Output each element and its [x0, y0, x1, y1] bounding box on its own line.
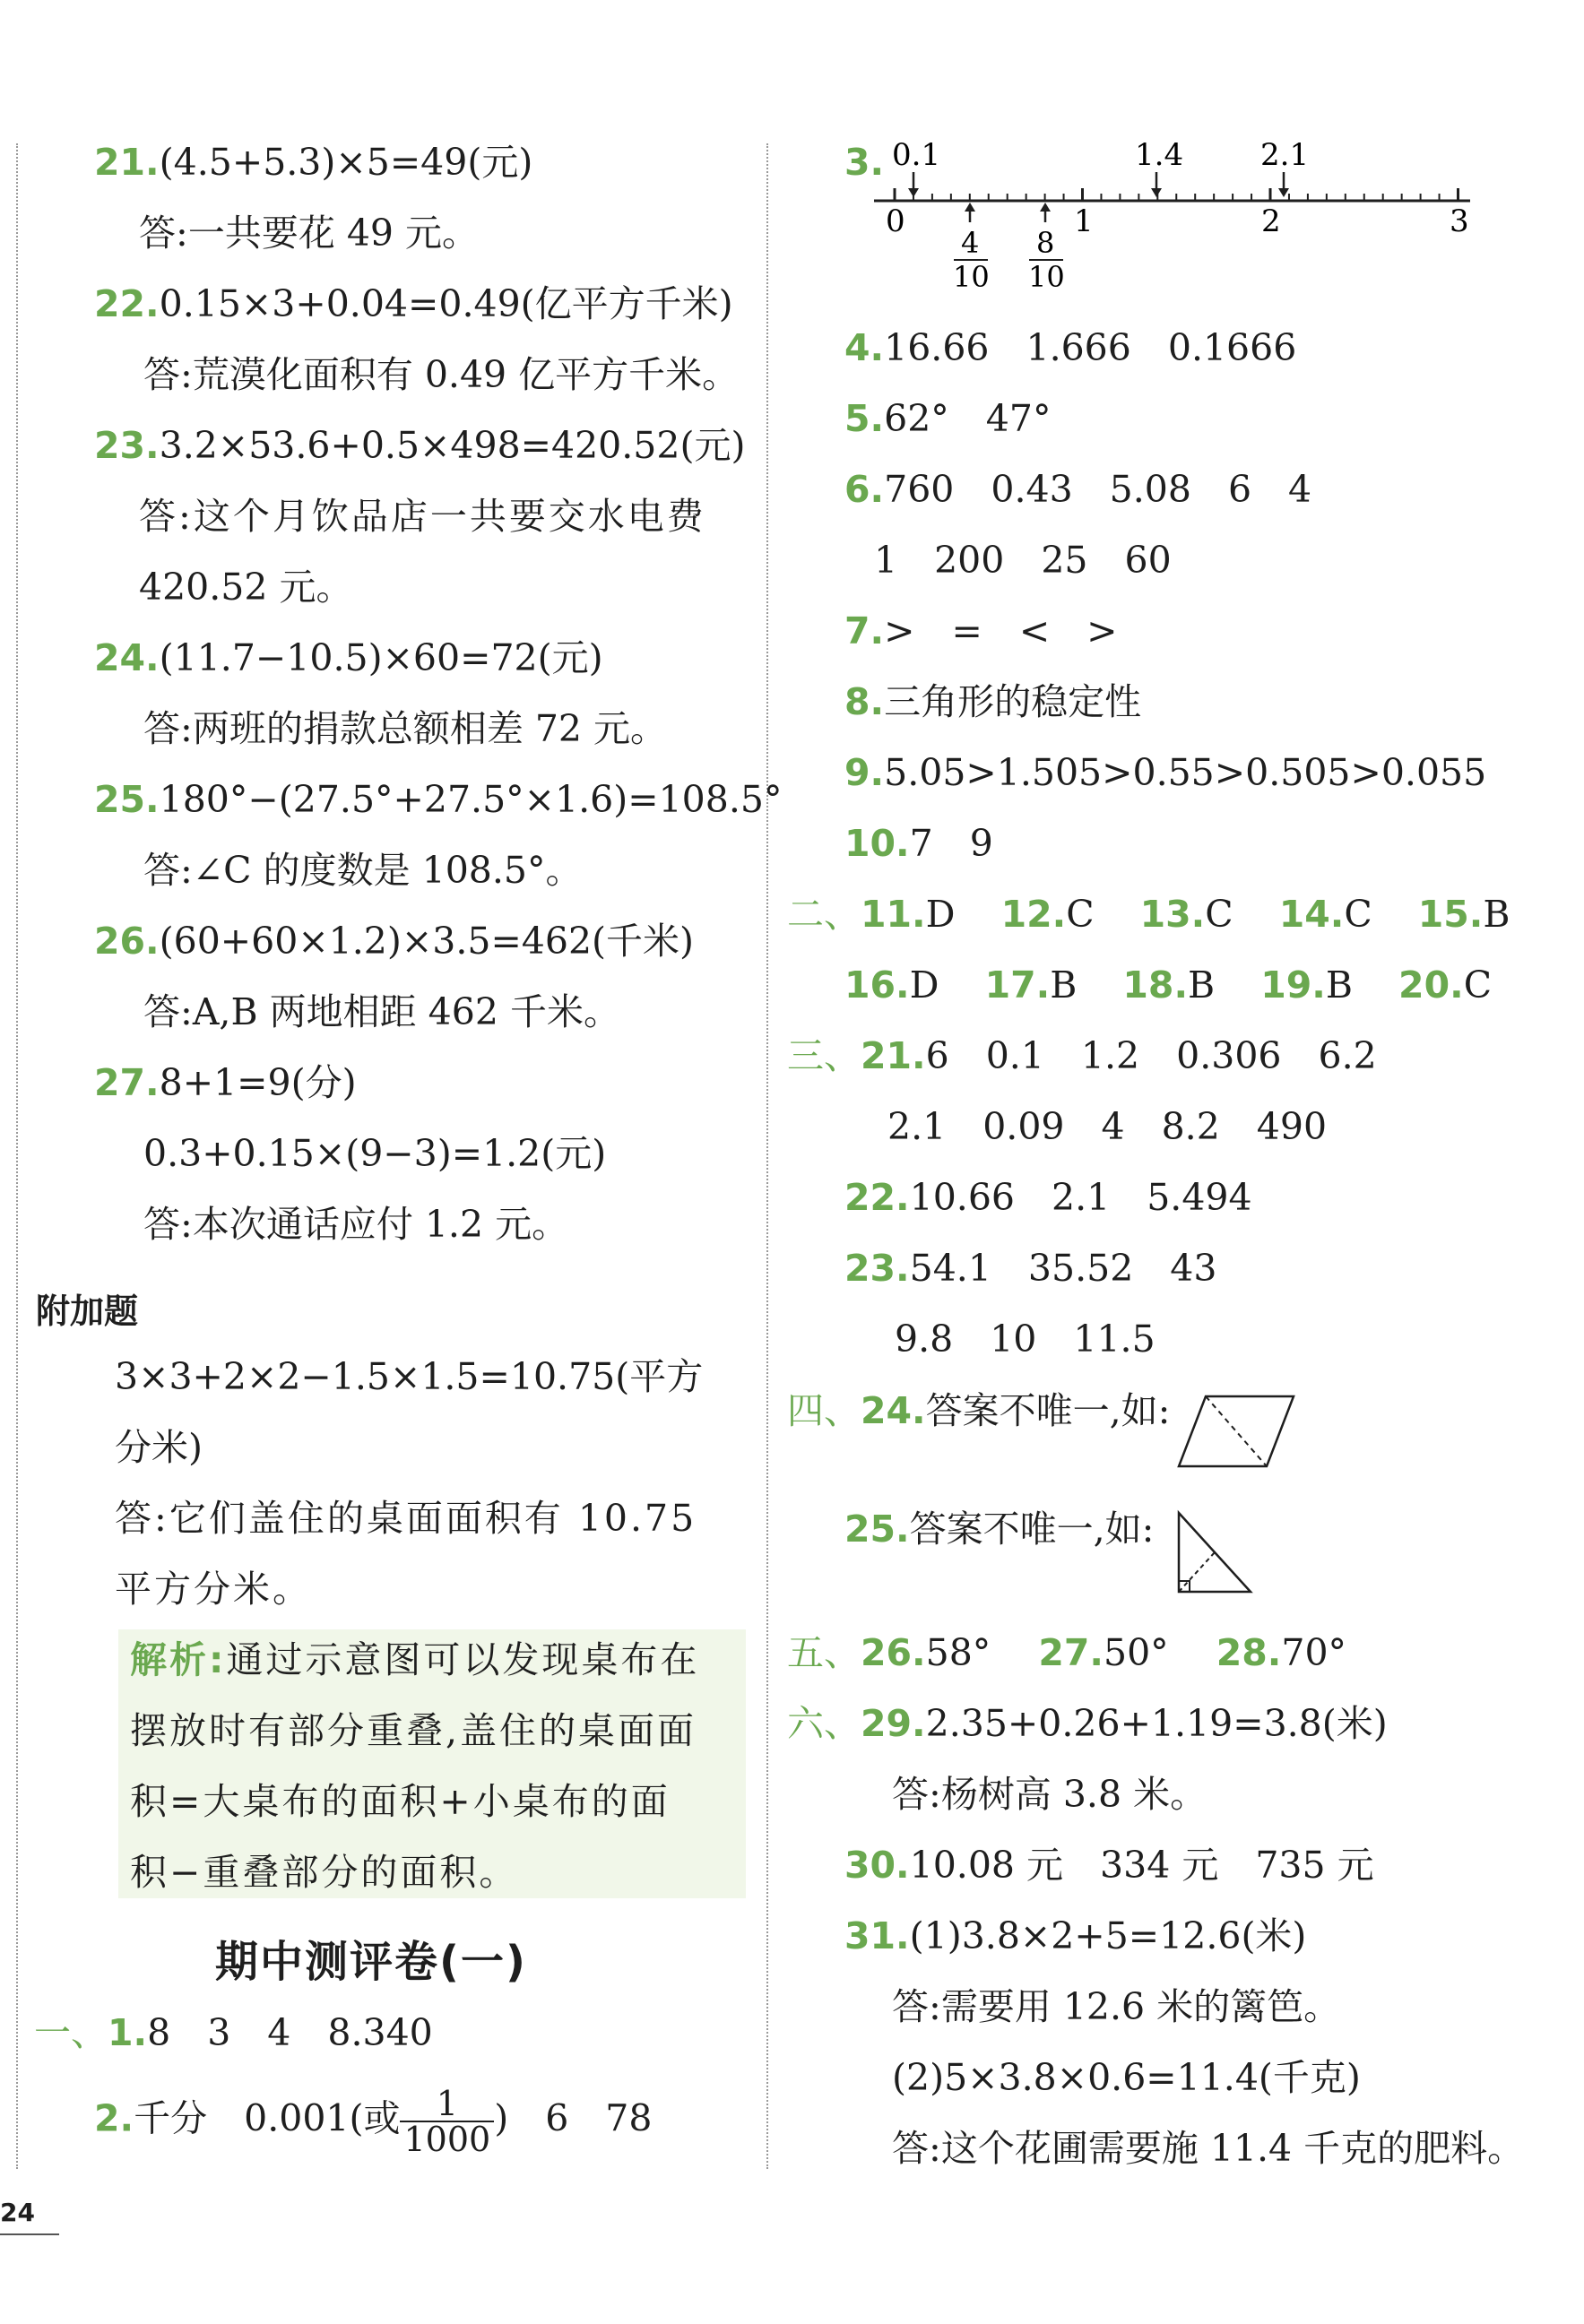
above-label-1-4: 1.4	[1135, 137, 1184, 173]
above-label-0-1: 0.1	[892, 137, 941, 173]
answer-24-reply: 答:两班的捐款总额相差 72 元。	[143, 707, 668, 750]
calc-23: 23.54.1 35.52 43	[844, 1247, 1217, 1290]
choice-row-1: 二、11.D 12.C 13.C 14.C 15.B	[787, 893, 1510, 936]
extra-line-4: 平方分米。	[115, 1568, 312, 1611]
answer-22: 22.0.15×3+0.04=0.49(亿平方千米)	[94, 282, 733, 325]
number-line-ticks	[895, 188, 1458, 201]
frac-4-10-num: 4	[961, 226, 980, 260]
answer-27-step: 0.3+0.15×(9−3)=1.2(元)	[143, 1132, 607, 1175]
triangle-dashed-height	[1179, 1552, 1215, 1592]
arrowhead-0-1	[908, 188, 919, 197]
answer-26-reply: 答:A,B 两地相距 462 千米。	[143, 990, 620, 1033]
analysis-line-3: 积=大桌布的面积+小桌布的面	[130, 1780, 671, 1823]
midterm-q2: 2.千分 0.001(或 $\frac{1}{1000}$ ) 6 78	[94, 2084, 653, 2159]
extra-line-1: 3×3+2×2−1.5×1.5=10.75(平方	[115, 1355, 704, 1398]
parallelogram-shape	[1179, 1396, 1294, 1466]
answer-7: 7.> = < >	[844, 609, 1118, 652]
analysis-line-4: 积−重叠部分的面积。	[130, 1851, 519, 1894]
app-31-part-2: (2)5×3.8×0.6=11.4(千克)	[892, 2056, 1361, 2099]
answer-25-reply: 答:∠C 的度数是 108.5°。	[143, 849, 583, 892]
arrowhead-4-10	[965, 203, 975, 212]
main-label-0: 0	[886, 203, 905, 239]
analysis-line-1: 解析:通过示意图可以发现桌布在	[130, 1638, 700, 1681]
arrowhead-1-4	[1151, 188, 1162, 197]
number-line	[861, 134, 1488, 300]
app-31-reply-2: 答:这个花圃需要施 11.4 千克的肥料。	[892, 2127, 1525, 2170]
arrowhead-8-10	[1040, 203, 1051, 212]
frac-8-10-num: 8	[1036, 226, 1055, 260]
answer-10: 10.7 9	[844, 822, 993, 865]
answer-23-reply-cont: 420.52 元。	[139, 566, 353, 609]
column-divider	[766, 143, 768, 2169]
extra-line-2: 分米)	[115, 1426, 203, 1469]
app-29-reply: 答:杨树高 3.8 米。	[892, 1773, 1207, 1816]
calc-22: 22.10.66 2.1 5.494	[844, 1176, 1252, 1219]
answer-3-label: 3.	[844, 141, 885, 184]
answer-8: 8.三角形的稳定性	[844, 680, 1142, 723]
answer-6: 6.760 0.43 5.08 6 4	[844, 468, 1312, 511]
answer-27-reply: 答:本次通话应付 1.2 元。	[143, 1203, 569, 1246]
answer-23-reply: 答:这个月饮品店一共要交水电费	[139, 495, 706, 538]
fraction-1-1000: $\frac{1}{1000}$	[400, 2086, 494, 2156]
answer-22-reply: 答:荒漠化面积有 0.49 亿平方千米。	[143, 353, 740, 396]
answer-4: 4.16.66 1.666 0.1666	[844, 326, 1297, 369]
app-30: 30.10.08 元 334 元 735 元	[844, 1844, 1374, 1887]
triangle-figure	[1170, 1506, 1264, 1600]
frac-4-10-den: 10	[953, 260, 990, 294]
page-number: 24	[0, 2198, 35, 2227]
answer-5: 5.62° 47°	[844, 397, 1052, 440]
midterm-q1: 一、1.8 3 4 8.340	[34, 2011, 433, 2054]
frac-8-10-den: 10	[1028, 260, 1065, 294]
answer-25-drawing: 25.答案不唯一,如:	[844, 1508, 1155, 1551]
above-label-2-1: 2.1	[1260, 137, 1310, 173]
answer-24: 24.(11.7−10.5)×60=72(元)	[94, 636, 603, 679]
section-title: 期中测评卷(一)	[215, 1937, 527, 1987]
answer-21: 21.(4.5+5.3)×5=49(元)	[94, 141, 533, 184]
analysis-label: 解析:	[130, 1638, 227, 1681]
calc-21-cont: 2.1 0.09 4 8.2 490	[887, 1105, 1328, 1148]
extra-question-heading: 附加题	[36, 1292, 139, 1331]
answer-24-drawing: 四、24.答案不唯一,如:	[787, 1389, 1171, 1432]
answer-21-reply: 答:一共要花 49 元。	[139, 212, 480, 255]
arrowhead-2-1	[1278, 188, 1289, 197]
answer-23: 23.3.2×53.6+0.5×498=420.52(元)	[94, 424, 746, 467]
app-31-reply-1: 答:需要用 12.6 米的篱笆。	[892, 1985, 1341, 2028]
calc-21: 三、21.6 0.1 1.2 0.306 6.2	[787, 1034, 1377, 1077]
app-31: 31.(1)3.8×2+5=12.6(米)	[844, 1914, 1307, 1957]
parallelogram-dashed-line	[1206, 1396, 1267, 1466]
angle-answers: 五、26.58° 27.50° 28.70°	[787, 1631, 1347, 1674]
main-label-1: 1	[1074, 203, 1094, 239]
main-label-2: 2	[1261, 203, 1281, 239]
analysis-line-2: 摆放时有部分重叠,盖住的桌面面	[130, 1709, 697, 1752]
answer-9: 9.5.05>1.505>0.55>0.505>0.055	[844, 751, 1487, 794]
parallelogram-figure	[1170, 1389, 1304, 1474]
page-number-rule	[0, 2233, 59, 2235]
answer-25: 25.180°−(27.5°+27.5°×1.6)=108.5°	[94, 778, 783, 821]
calc-23-cont: 9.8 10 11.5	[895, 1318, 1156, 1361]
choice-row-2: 16.D 17.B 18.B 19.B 20.C	[844, 963, 1493, 1006]
left-margin-dotted-line	[16, 143, 18, 2169]
main-label-3: 3	[1450, 203, 1469, 239]
answer-6-cont: 1 200 25 60	[874, 539, 1172, 582]
extra-line-3: 答:它们盖住的桌面面积有 10.75	[115, 1497, 697, 1540]
app-29: 六、29.2.35+0.26+1.19=3.8(米)	[787, 1702, 1388, 1745]
answer-27: 27.8+1=9(分)	[94, 1061, 357, 1104]
answer-26: 26.(60+60×1.2)×3.5=462(千米)	[94, 920, 695, 963]
